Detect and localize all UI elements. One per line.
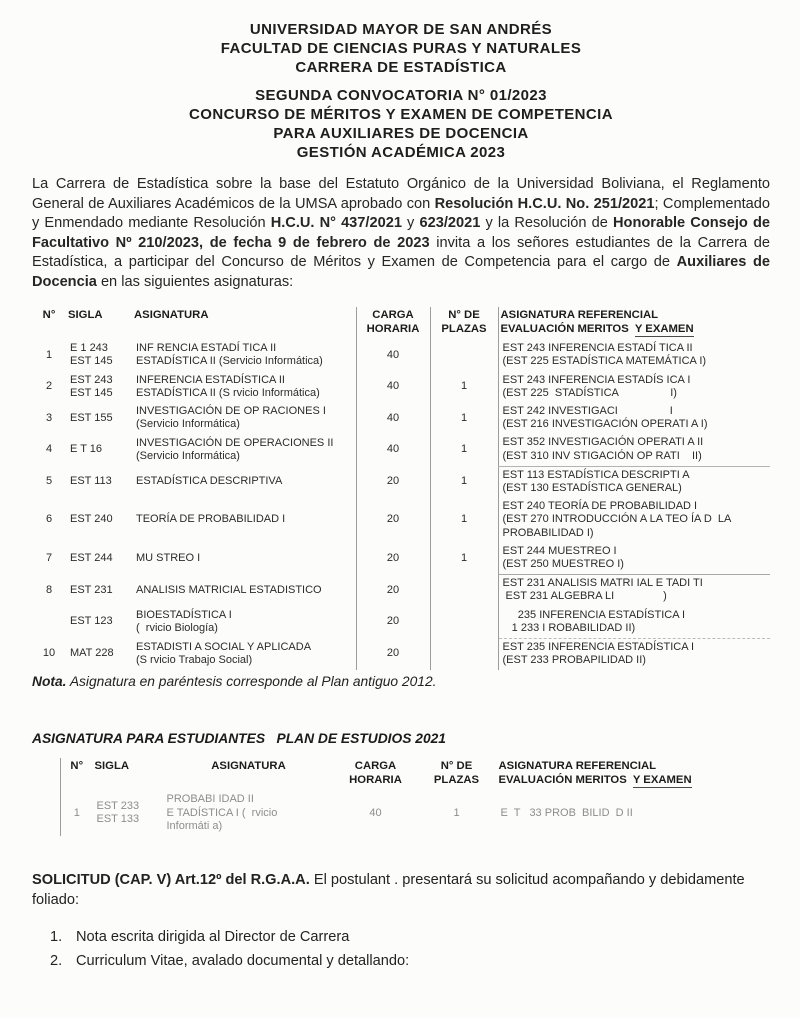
table-row [32,372,770,403]
cell-line: 5 [45,475,53,488]
cell-sigla [66,466,132,498]
cell-line: 235 INFERENCIA ESTADÍSTICA I [502,608,686,621]
cell-asig [132,340,356,371]
cell-line [36,616,62,629]
text-segment: Honorable Consejo de Facultativo Nº 210/2023, de fecha 9 de febrero de 2023 [32,215,770,251]
cell-line: ESTADISTI A SOCIAL Y APLICADA [136,640,312,653]
cell-line: EST 113 [70,475,112,488]
cell-carga [356,466,430,498]
cell-asig [132,498,356,543]
text-segment: en las siguientes asignaturas: [96,273,294,290]
cell-line: EST 231 ANALISIS MATRI IAL E TADI TI [502,577,703,590]
institution-name: UNIVERSIDAD MAYOR DE SAN ANDRÉS [249,21,553,38]
cell-line: INF RENCIA ESTADÍ TICA II [136,342,277,355]
requirements-list [32,925,770,973]
cell-line: EST 233 [96,800,140,813]
cell-plazas [430,403,498,434]
cell-ref [498,575,770,607]
cell-carga [356,340,430,371]
cell-asig [163,791,335,836]
table-row [61,791,799,836]
table-row [32,466,770,498]
cell-line [435,616,494,629]
header-line [501,323,769,337]
cell-line [435,584,494,597]
cell-line: ANALISIS MATRICIAL ESTADISTICO [136,583,322,596]
cell-line [435,349,494,362]
cell-asig [132,466,356,498]
cell-ref [497,791,799,836]
intro-paragraph [32,175,770,293]
cell-line: 1 [460,475,468,488]
header-row [32,307,770,340]
cell-line: ESTADÍSTICA II (Servicio Informática) [136,355,323,368]
cell-n [32,607,66,639]
nota-label: Nota. [32,674,67,690]
list-item [50,949,770,973]
table-header [32,307,770,340]
cell-line: INFERENCIA ESTADÍSTICA II [136,373,285,386]
cell-sigla [66,575,132,607]
nota-text: Asignatura en paréntesis corresponde al Plan antiguo 2012. [66,674,437,690]
document-header [32,20,770,162]
cell-line: (EST 130 ESTADÍSTICA GENERAL) [502,481,682,494]
header-line: PLAZAS [433,773,480,786]
col-header-carga-horaria [335,758,417,791]
text-segment: El postulant . presentará su solicitud acompañando y debidamente foliado: [32,872,745,909]
cell-line: 20 [386,615,400,628]
col-header-asignatura: ASIGNATURA [211,760,286,773]
cell-ref [498,340,770,371]
col-header-sigla: SIGLA [68,309,103,322]
cell-line: EST 243 [70,373,113,386]
cell-line: EST 231 ALGEBRA LI ) [502,590,667,603]
cell-line: (EST 250 MUESTREO I) [502,558,624,570]
header-line: ASIGNATURA REFERENCIAL [498,760,657,773]
cell-line: EST 133 [96,813,140,826]
cell-carga [356,372,430,403]
cell-line: (Servicio Informática) [136,418,240,431]
cell-ref [498,607,770,639]
table-row [32,607,770,639]
cell-plazas [430,639,498,671]
cell-line: 4 [45,443,53,456]
cell-line: EST 113 ESTADÍSTICA DESCRIPTI A [502,468,690,481]
list-item-number: 2. [50,952,63,969]
cell-line: 40 [386,348,400,361]
table-row [32,639,770,671]
gestion-line: GESTIÓN ACADÉMICA 2023 [296,144,506,161]
cell-line: INVESTIGACIÓN DE OPERACIONES II [136,436,334,449]
cell-asig [132,543,356,575]
cell-line: 40 [369,806,382,819]
cell-line: ( rvicio Biología) [136,622,218,635]
cell-ref [498,639,770,671]
cell-n [61,791,93,836]
cell-line: 20 [386,475,400,488]
cell-line: 6 [45,513,53,526]
cell-line: EST 242 INVESTIGACI I [502,404,673,417]
text-segment: invita a los señores estudiantes de la Carrera de Estadística, a participar del Concurso de Méritos y Examen de Competencia para el cargo de [32,234,770,271]
cell-line: EST 240 TEORÍA DE PROBABILIDAD I [502,500,698,513]
cell-line: E TADÍSTICA I ( rvicio [166,806,278,819]
cell-line: (EST 310 INV STIGACIÓN OP RATI II) [502,449,702,462]
cell-sigla [66,543,132,575]
cell-line: 1 233 I ROBABILIDAD II) [502,621,636,634]
cell-plazas [430,607,498,639]
career-name: CARRERA DE ESTADÍSTICA [295,59,507,76]
text-segment: ; Complementado y Enmendado mediante Resolución [32,195,770,232]
col-header-numero: N° [61,758,93,791]
cell-ref [498,403,770,434]
convocatoria-title [32,86,770,162]
col-header-asignatura: ASIGNATURA [134,309,209,322]
header-line: PLAZAS [441,322,487,335]
list-item [50,925,770,949]
cell-ref [498,434,770,466]
cell-sigla [66,639,132,671]
cell-line: EST 244 [70,551,113,564]
text-segment: La Carrera de Estadística sobre la base del Estatuto Orgánico de la Universidad Boliviana, el Reglamento General de Auxiliares Académicos de la UMSA aprobado con [32,176,770,212]
cell-line: PROBABILIDAD I) [502,526,594,539]
cell-n [32,575,66,607]
cell-line: ESTADÍSTICA II (S rvicio Informática) [136,386,320,399]
text-segment: SOLICITUD (CAP. V) Art.12º del R.G.A.A. [32,872,314,889]
cell-line: EST 145 [70,386,113,399]
cell-line: 40 [386,380,400,393]
cell-n [32,466,66,498]
header-line: CARGA [372,309,414,322]
header-text: EVALUACIÓN MERITOS [498,773,633,786]
cell-ref [498,466,770,498]
cell-n [32,403,66,434]
cell-sigla [66,372,132,403]
header-line: ASIGNATURA REFERENCIAL [500,309,659,322]
cell-plazas [430,498,498,543]
col-header-sigla: SIGLA [94,760,130,773]
cell-line: 1 [73,806,80,819]
cell-asig [132,575,356,607]
cell-line: 20 [386,583,400,596]
cell-line: (EST 233 PROBAPILIDAD II) [502,654,646,667]
cell-line: E T 33 PROB BILID D II [500,806,633,819]
list-item-text: Curriculum Vitae, avalado documental y detallando: [76,952,410,969]
cell-line: 1 [460,551,468,564]
col-header-plazas [417,758,497,791]
cell-line: ESTADÍSTICA DESCRIPTIVA [136,475,283,488]
cell-line: 1 [460,411,468,424]
header-line: N° DE [440,760,473,773]
auxiliares-line: PARA AUXILIARES DE DOCENCIA [273,125,529,142]
cell-plazas [430,434,498,466]
cell-line: EST 352 INVESTIGACIÓN OPERATI A II [502,436,704,449]
col-header-carga-horaria [356,307,430,340]
cell-line: MAT 228 [70,647,114,660]
cell-carga [356,498,430,543]
header-line: N° DE [448,309,480,322]
cell-asig [132,639,356,671]
col-header-plazas [430,307,498,340]
faculty-name: FACULTAD DE CIENCIAS PURAS Y NATURALES [220,40,582,57]
col-header-referencial [497,758,799,791]
text-segment: y la Resolución de [480,215,613,232]
list-item-text: Nota escrita dirigida al Director de Carrera [76,928,350,945]
cell-plazas [430,466,498,498]
header-line [499,774,797,788]
cell-plazas [430,543,498,575]
text-segment: 623/2021 [419,215,481,232]
cell-n [32,543,66,575]
concurso-line: CONCURSO DE MÉRITOS Y EXAMEN DE COMPETENCIA [189,106,613,123]
cell-asig [132,607,356,639]
cell-line: 7 [45,551,53,564]
cell-carga [356,575,430,607]
cell-line: Informáti a) [166,819,223,832]
cell-line: (Servicio Informática) [136,449,240,462]
text-segment: Resolución H.C.U. No. 251/2021 [434,195,655,212]
cell-line: 20 [386,551,400,564]
cell-asig [132,434,356,466]
cell-carga [335,791,417,836]
table-row [32,340,770,371]
cell-sigla [66,403,132,434]
list-item-number: 1. [50,928,63,945]
cell-line: 40 [386,411,400,424]
table-header [61,758,799,791]
header-text-underlined: Y EXAMEN [634,322,694,335]
cell-line: 40 [386,443,400,456]
cell-line: 1 [460,513,468,526]
cell-plazas [430,575,498,607]
cell-line: (EST 225 STADÍSTICA I) [502,386,677,399]
cell-sigla [66,434,132,466]
cell-line: 1 [460,443,468,456]
table-row [32,575,770,607]
nota [32,674,770,689]
table-row [32,434,770,466]
cell-carga [356,607,430,639]
cell-line: 20 [386,647,400,660]
cell-line: BIOESTADÍSTICA I [136,608,232,621]
text-segment: H.C.U. N° 437/2021 [270,215,402,232]
header-line: HORARIA [366,322,420,335]
cell-line: EST 235 INFERENCIA ESTADÍSTICA I [502,641,695,654]
cell-carga [356,434,430,466]
header-text-underlined: Y EXAMEN [632,773,692,786]
header-text: EVALUACIÓN MERITOS [500,322,635,335]
table-row [32,543,770,575]
cell-n [32,498,66,543]
cell-line: 1 [453,806,460,819]
solicitud-paragraph [32,870,770,910]
cell-line: 3 [45,411,53,424]
cell-asig [132,372,356,403]
plan-2021-table [60,758,798,836]
cell-carga [356,403,430,434]
cell-ref [498,543,770,575]
header-row [61,758,799,791]
cell-line: (S rvicio Trabajo Social) [136,653,253,666]
cell-asig [132,403,356,434]
col-header-referencial [498,307,770,340]
col-header-numero: N° [42,309,56,322]
cell-sigla [66,607,132,639]
cell-plazas [430,372,498,403]
cell-line: 8 [45,583,53,596]
cell-line: INVESTIGACIÓN DE OP RACIONES I [136,404,326,417]
cell-n [32,639,66,671]
cell-line: EST 155 [70,411,113,424]
text-segment: Auxiliares de Docencia [32,254,770,290]
header-line: CARGA [354,760,397,773]
convocatoria-line: SEGUNDA CONVOCATORIA N° 01/2023 [255,87,547,104]
cell-line: 1 [45,348,53,361]
cell-n [32,434,66,466]
cell-line: PROBABI IDAD II [166,793,254,806]
cell-line: MU STREO I [136,551,201,564]
plan-2021-title: ASIGNATURA PARA ESTUDIANTES PLAN DE ESTUDIOS 2021 [32,731,446,747]
cell-n [32,372,66,403]
cell-carga [356,639,430,671]
cell-carga [356,543,430,575]
cell-line: EST 243 INFERENCIA ESTADÍ TICA II [502,342,693,355]
cell-plazas [417,791,497,836]
cell-line: 1 [460,380,468,393]
table-body [61,791,799,836]
cell-line: 20 [386,513,400,526]
cell-line: (EST 225 ESTADÍSTICA MATEMÁTICA I) [502,355,707,368]
cell-line: (EST 216 INVESTIGACIÓN OPERATI A I) [502,418,708,431]
cell-line: EST 243 INFERENCIA ESTADÍS ICA I [502,373,691,386]
cell-line: E T 16 [70,443,103,456]
cell-ref [498,498,770,543]
cell-line: EST 244 MUESTREO I [502,544,617,557]
cell-line: (EST 270 INTRODUCCIÓN A LA TEO ÍA D LA [502,513,732,526]
cell-line: 2 [45,380,53,393]
cell-line: EST 123 [70,615,113,628]
cell-line: EST 145 [70,355,113,368]
cell-line: E 1 243 [70,342,108,355]
merit-subjects-table [32,307,770,670]
cell-plazas [430,340,498,371]
cell-line: EST 231 [70,583,113,596]
cell-line: 10 [42,647,56,660]
cell-line: TEORÍA DE PROBABILIDAD I [136,513,286,526]
cell-line: EST 240 [70,513,113,526]
header-line: HORARIA [349,773,402,786]
cell-ref [498,372,770,403]
cell-sigla [66,340,132,371]
table-row [32,403,770,434]
cell-line [435,647,494,660]
table-row [32,498,770,543]
text-segment: y [401,215,420,232]
cell-sigla [93,791,163,836]
cell-sigla [66,498,132,543]
table-body [32,340,770,670]
cell-n [32,340,66,371]
